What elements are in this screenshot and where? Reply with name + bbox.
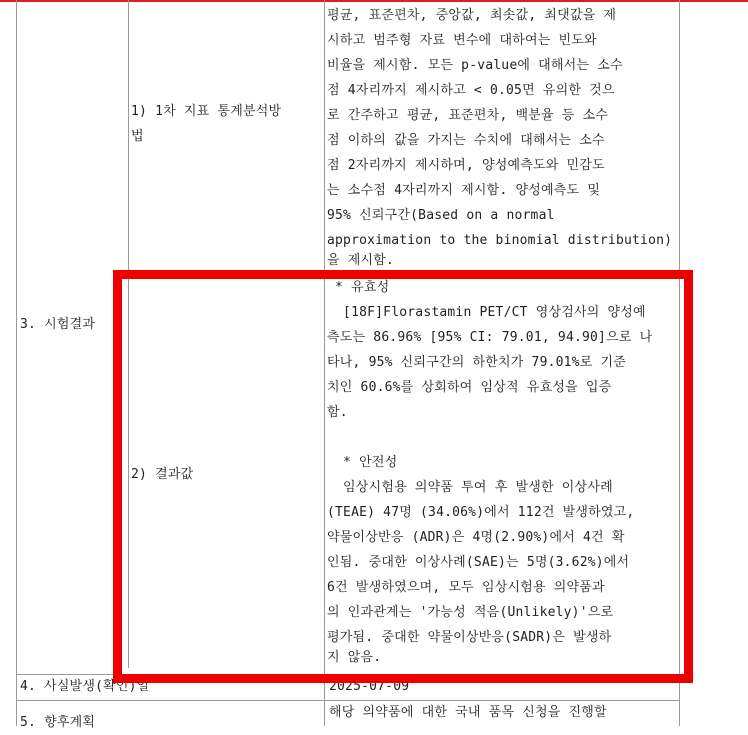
table-left-border [16, 0, 17, 726]
content-line: 타나, 95% 신뢰구간의 하한치가 79.01%로 기준 [327, 355, 627, 370]
content-line: 의 인과관계는 '가능성 적음(Unlikely)'으로 [327, 605, 614, 620]
content-line: 점 이하의 값을 가지는 수치에 대해서는 소수 [327, 133, 605, 148]
content-line: 비율을 제시함. 모든 p-value에 대해서는 소수 [327, 58, 623, 73]
top-border [0, 0, 748, 2]
content-line: 약물이상반응 (ADR)은 4명(2.90%)에서 4건 확 [327, 530, 625, 545]
content-line: 평가됨. 중대한 약물이상반응(SADR)은 발생하 [327, 630, 612, 645]
content-line: 함. [327, 405, 348, 420]
section4-label: 4. 사실발생(확인)일 [20, 679, 150, 694]
content-line: * 안전성 [327, 455, 398, 470]
section3-label: 3. 시험결과 [20, 317, 96, 332]
content-line: 6건 발생하였으며, 모두 임상시험용 의약품과 [327, 580, 605, 595]
content-line: [18F]Florastamin PET/CT 영상검사의 양성예 [327, 305, 646, 320]
content-line: 로 간주하고 평균, 표준편차, 백분율 등 소수 [327, 108, 609, 123]
content-line: 지 않음. [327, 650, 382, 665]
content-line: approximation to the binomial distribution) [327, 233, 673, 248]
content-line: 평균, 표준편차, 중앙값, 최솟값, 최댓값을 제 [327, 8, 617, 23]
content-line: 점 4자리까지 제시하고 < 0.05면 유의한 것으 [327, 83, 615, 98]
content-line: (TEAE) 47명 (34.06%)에서 112건 발생하였고, [327, 505, 635, 520]
highlight-box [113, 270, 693, 683]
content-line: 인됨. 중대한 이상사례(SAE)는 5명(3.62%)에서 [327, 555, 630, 570]
content-line: 시하고 범주형 자료 변수에 대하여는 빈도와 [327, 33, 597, 48]
content-line: 점 2자리까지 제시하며, 양성예측도와 민감도 [327, 158, 605, 173]
section4-value: 2025-07-09 [329, 679, 410, 694]
content-line: * 유효성 [327, 280, 390, 295]
content-line: 측도는 86.96% [95% CI: 79.01, 94.90]으로 나 [327, 330, 653, 345]
content-line: 치인 60.6%를 상회하여 임상적 유효성을 입증 [327, 380, 612, 395]
content-line: 95% 신뢰구간(Based on a normal [327, 208, 555, 223]
section5-value: 해당 의약품에 대한 국내 품목 신청을 진행할 [329, 705, 607, 720]
content-line: 을 제시함. [327, 253, 395, 268]
content-line: 는 소수점 4자리까지 제시함. 양성예측도 및 [327, 183, 601, 198]
row1-label-line: 1) 1차 지표 통계분석방 [131, 104, 282, 119]
content-line: 임상시험용 의약품 투여 후 발생한 이상사례 [327, 480, 613, 495]
row2-label: 2) 결과값 [131, 467, 194, 482]
row1-label-line: 법 [131, 129, 144, 144]
section5-label: 5. 향후계획 [20, 715, 96, 730]
